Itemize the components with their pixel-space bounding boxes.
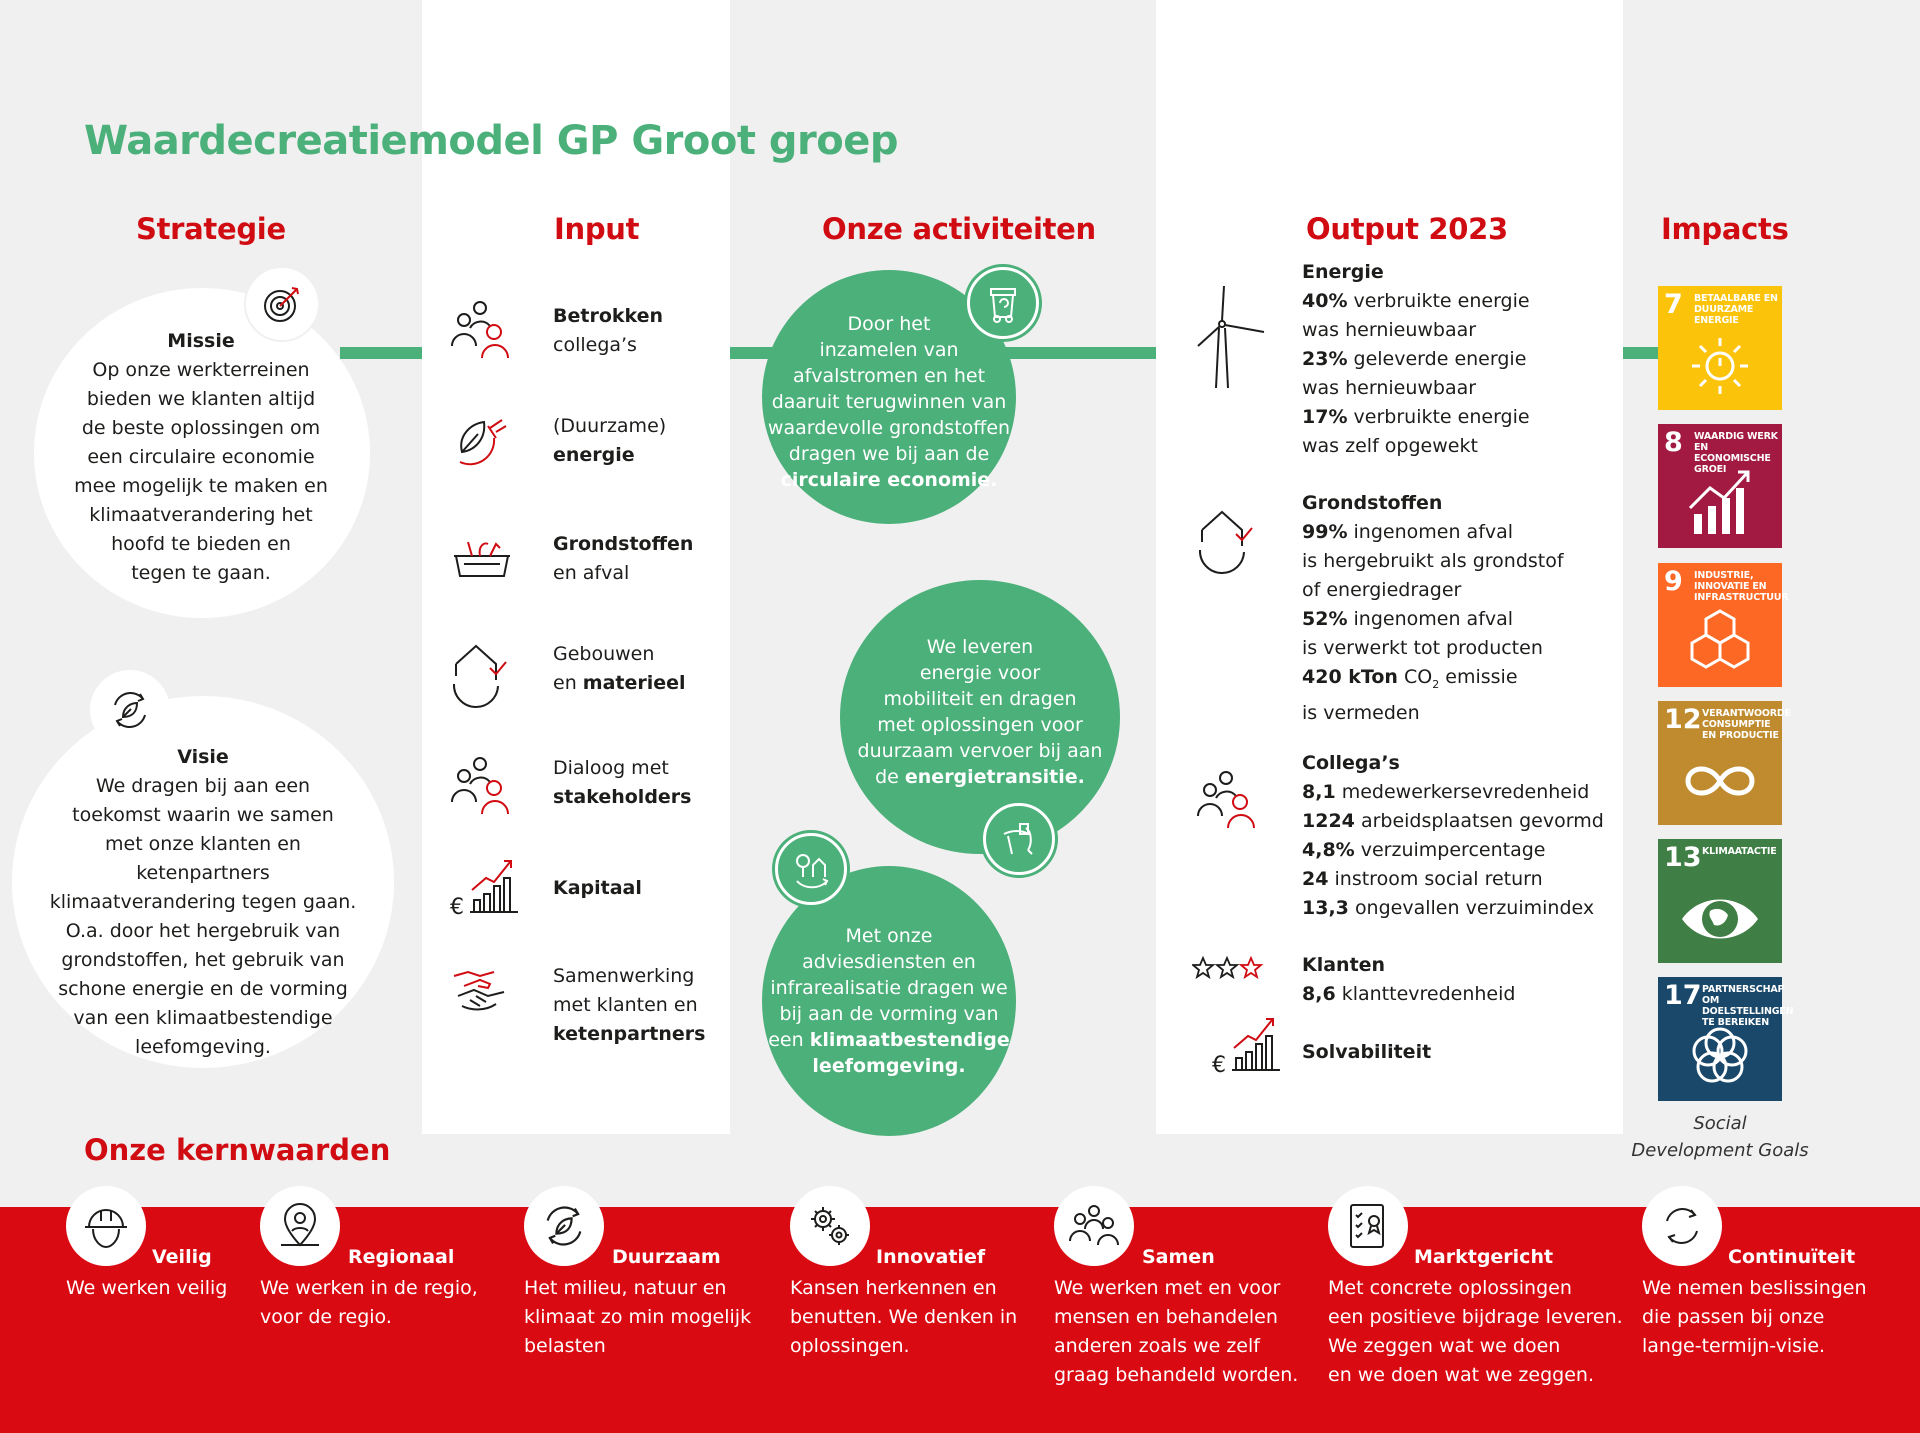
input-text: Dialoog met [553,757,669,779]
cycle-arrows-icon [1642,1186,1722,1266]
description-line: Met concrete oplossingen [1328,1277,1572,1299]
column-heading-strategie: Strategie [136,212,286,246]
output-row [1302,403,1530,432]
output-row [1302,634,1564,663]
input-bold-line [553,874,642,903]
input-text: met klanten en [553,994,698,1016]
activity-bold: leefomgeving. [812,1055,966,1077]
checklist-award-icon [1328,1186,1408,1266]
output-solvabiliteit [1302,1038,1431,1067]
activity-text [768,923,1010,1079]
activity-line: duurzaam vervoer bij aan [857,740,1103,762]
visie-description [40,772,366,1062]
input-text: Samenwerking [553,965,695,987]
activity-line: waardevolle grondstoffen [767,417,1011,439]
input-item-label [553,530,693,588]
description-line: grondstoffen, het gebruik van [61,949,345,971]
output-text: instroom social return [1334,868,1543,890]
sdg-tile-17 [1658,977,1794,1101]
input-bold-text: ketenpartners [553,1023,706,1045]
kernwaarde-description [260,1274,478,1332]
output-row [1302,518,1564,547]
output-rows [1302,287,1530,461]
output-row [1302,807,1604,836]
output-text: verzuimpercentage [1360,839,1546,861]
description-line: lange-termijn-visie. [1642,1335,1826,1357]
input-bold-text: Grondstoffen [553,533,694,555]
eye-globe-icon [1680,883,1760,953]
activity-line: adviesdiensten en [802,951,976,973]
sdg-title: INDUSTRIE, INNOVATIE EN INFRASTRUCTUUR [1694,570,1789,603]
handshake-icon [450,962,514,1026]
output-text: was hernieuwbaar [1302,377,1477,399]
description-line: O.a. door het hergebruik van [65,920,341,942]
kernwaarden-title: Onze kernwaarden [84,1133,391,1167]
activity-line: infrarealisatie dragen we [770,977,1008,999]
missie-label: Missie [167,330,235,352]
output-row [1302,345,1530,374]
activity-line: dragen we bij aan de [788,443,990,465]
input-bold-line [553,302,663,331]
output-value: 17% [1302,406,1348,428]
activity-circle-energie [840,580,1120,854]
description-line: de beste oplossingen om [81,417,321,439]
kernwaarde-description [1642,1274,1867,1361]
input-bold-text: Kapitaal [553,877,642,899]
input-item-label [553,302,663,360]
activity-line: Met onze [845,925,933,947]
description-line: klimaatverandering tegen gaan. [49,891,357,913]
location-pin-icon [260,1186,340,1266]
output-row [1302,576,1564,605]
people-icon [450,298,514,362]
activity-bold: energietransitie. [904,766,1085,788]
output-text: is verwerkt tot producten [1302,637,1543,659]
description-line: Het milieu, natuur en [524,1277,727,1299]
output-grondstoffen [1302,489,1564,728]
output-value: 99% [1302,521,1348,543]
input-item-grondstoffen [450,526,710,616]
description-line: met onze klanten en ketenpartners [105,833,301,884]
sdg-title: BETAALBARE EN DUURZAME ENERGIE [1694,293,1778,326]
sdg-title: KLIMAATACTIE [1702,846,1777,857]
kernwaarde-description [1054,1274,1298,1390]
output-text: of energiedrager [1302,579,1462,601]
input-item-label [553,874,642,903]
input-text: en [553,672,583,694]
input-item-materieel [450,640,710,730]
input-item-ketenpartners [450,962,710,1052]
hardhat-icon [66,1186,146,1266]
activity-line: We leveren [926,636,1034,658]
input-item-label [553,412,666,470]
people-icon [450,754,514,818]
input-item-label [553,962,705,1049]
kernwaarde-name: Regionaal [348,1246,455,1268]
sdg-number: 17 [1664,980,1702,1011]
output-text: geleverde energie [1353,348,1527,370]
tree-house-icon [772,830,850,908]
output-text: verbruikte energie [1353,290,1530,312]
people-icon [1196,768,1260,830]
description-line: We werken in de regio, [260,1277,478,1299]
activity-line-prefix: de [875,766,905,788]
kernwaarde-description [66,1274,227,1303]
description-line: tegen te gaan. [131,562,271,584]
activity-line-prefix: een [768,1029,810,1051]
input-bold-text: materieel [582,672,686,694]
description-line: We zeggen wat we doen [1328,1335,1561,1357]
output-text: verbruikte energie [1353,406,1530,428]
description-line: We werken veilig [66,1277,228,1299]
output-text: was hernieuwbaar [1302,319,1477,341]
input-bold-text: energie [553,444,635,466]
house-check-icon [1196,506,1260,576]
house-check-icon [450,640,514,704]
infinity-icon [1680,745,1760,815]
visie-label: Visie [177,746,229,768]
output-value: 23% [1302,348,1348,370]
description-line: anderen zoals we zelf [1054,1335,1260,1357]
description-line: Kansen herkennen en [790,1277,997,1299]
sdg-number: 7 [1664,289,1683,320]
column-heading-input: Input [554,212,640,246]
description-line: Op onze werkterreinen [92,359,310,381]
sdg-title: VERANTWOORDE CONSUMPTIE EN PRODUCTIE [1702,708,1791,741]
output-text: arbeidsplaatsen gevormd [1360,810,1604,832]
description-line: We nemen beslissingen [1642,1277,1867,1299]
output-heading: Collega’s [1302,752,1400,774]
output-row [1302,836,1604,865]
output-heading: Klanten [1302,954,1386,976]
output-row [1302,287,1530,316]
output-row [1302,547,1564,576]
sdg-caption-line: Social [1693,1113,1747,1134]
missie-text [60,327,342,588]
input-bold-line [553,530,693,559]
fuel-pump-icon [980,800,1058,878]
output-text: medewerkersevredenheid [1341,781,1590,803]
activity-line [768,1053,1010,1079]
description-line: en we doen wat we zeggen. [1328,1364,1594,1386]
output-text: CO [1403,666,1433,688]
column-heading-output: Output 2023 [1306,212,1508,246]
description-line: een positieve bijdrage leveren. [1328,1306,1623,1328]
activity-bold: circulaire economie. [780,469,998,491]
kernwaarde-name: Marktgericht [1414,1246,1554,1268]
activity-line [768,1027,1010,1053]
visie-text [40,743,366,1062]
kernwaarde-name: Samen [1142,1246,1215,1268]
output-rows [1302,980,1515,1009]
sdg-tile-13 [1658,839,1782,963]
sdg-caption [1620,1110,1820,1164]
output-text: emissie [1445,666,1518,688]
description-line: van een klimaatbestendige [73,1007,333,1029]
input-item-kapitaal [450,856,710,946]
output-text: is vermeden [1302,701,1420,724]
description-line: klimaat zo min mogelijk [524,1306,752,1328]
growth-chart-icon [450,856,514,920]
sdg-caption-line: Development Goals [1631,1140,1809,1161]
wind-turbine-icon [1194,284,1266,390]
input-bold-text: Betrokken [553,305,664,327]
description-line: een circulaire economie [87,446,315,468]
output-row [1302,865,1604,894]
description-line: hoofd te bieden en [111,533,291,555]
kernwaarde-name: Veilig [152,1246,212,1268]
input-bold-line [553,1020,705,1049]
output-row [1302,316,1530,345]
description-line: leefomgeving. [135,1036,271,1058]
output-heading: Grondstoffen [1302,492,1443,514]
output-row [1302,980,1515,1009]
output-row [1302,894,1604,923]
sun-power-icon [1680,330,1760,400]
activity-line: Door het [847,313,931,335]
co2-subscript: 2 [1432,677,1440,691]
description-line: graag behandeld worden. [1054,1364,1299,1386]
kernwaarde-name: Continuïteit [1728,1246,1856,1268]
activity-line: afvalstromen en het [792,365,986,387]
output-heading: Solvabiliteit [1302,1041,1432,1063]
description-line: klimaatverandering het [89,504,313,526]
output-rows [1302,518,1564,663]
output-rows [1302,778,1604,923]
input-bold-line [553,669,686,698]
kernwaarde-name: Innovatief [876,1246,986,1268]
output-value: 8,6 [1302,983,1336,1005]
output-row [1302,374,1530,403]
input-bold-line [553,783,691,812]
input-bold-text: stakeholders [553,786,692,808]
description-line: mee mogelijk te maken en [74,475,328,497]
input-item-betrokken [450,298,710,388]
input-text: (Duurzame) [553,415,667,437]
column-heading-impacts: Impacts [1661,212,1789,246]
output-row [1302,778,1604,807]
missie-description [60,356,342,588]
input-bold-line [553,441,666,470]
output-text: ingenomen afval [1353,608,1514,630]
input-item-label [553,640,686,698]
sdg-title: WAARDIG WERK EN ECONOMISCHE GROEI [1694,431,1778,475]
description-line: oplossingen. [790,1335,910,1357]
description-line: belasten [524,1335,606,1357]
activity-bold: klimaatbestendige [809,1029,1010,1051]
activity-text [768,311,1010,493]
co2-row [1302,663,1564,699]
description-line: We werken met en voor [1054,1277,1281,1299]
activity-line: met oplossingen voor [877,714,1083,736]
connector-band [1623,347,1658,359]
output-text: was zelf opgewekt [1302,435,1478,457]
output-text: ongevallen verzuimindex [1354,897,1595,919]
kernwaarde-description [1328,1274,1623,1390]
column-heading-activiteiten: Onze activiteiten [822,212,1096,246]
kernwaarde-description [524,1274,751,1361]
sdg-tile-7 [1658,286,1782,410]
activity-line: inzamelen van [819,339,959,361]
activity-line [768,467,1010,493]
output-heading: Energie [1302,261,1384,283]
input-item-label [553,754,691,812]
input-text: collega’s [553,334,637,356]
leaf-plug-icon [450,412,514,476]
description-line: bieden we klanten altijd [86,388,316,410]
sdg-number: 9 [1664,566,1683,597]
output-value: 52% [1302,608,1348,630]
flower-rings-icon [1680,1021,1760,1091]
activity-line: bij aan de vorming van [779,1003,999,1025]
output-energie [1302,258,1530,461]
output-value: 24 [1302,868,1329,890]
input-item-energie [450,412,710,502]
description-line: schone energie en de vorming [58,978,348,1000]
output-value: 4,8% [1302,839,1355,861]
svg-text:€: € [1212,1053,1226,1074]
input-text: Gebouwen [553,643,655,665]
description-line: toekomst waarin we samen [72,804,334,826]
sdg-tile-9 [1658,563,1789,687]
recycle-leaf-icon [90,670,170,750]
gears-icon [790,1186,870,1266]
output-row [1302,605,1564,634]
output-text: ingenomen afval [1353,521,1514,543]
activity-line: energie voor [919,662,1041,684]
waste-bin-icon [964,264,1042,342]
output-text: is hergebruikt als grondstof [1302,550,1564,572]
growth-chart-icon [1212,1014,1282,1074]
kernwaarde-description [790,1274,1017,1361]
description-line: benutten. We denken in [790,1306,1018,1328]
svg-text:€: € [450,895,464,916]
output-value: 40% [1302,290,1348,312]
output-value: 1224 [1302,810,1355,832]
activity-line: daaruit terugwinnen van [771,391,1007,413]
connector-band [340,347,422,359]
output-klanten [1302,951,1515,1009]
description-line: We dragen bij aan een [95,775,311,797]
description-line: die passen bij onze [1642,1306,1825,1328]
input-text: en afval [553,562,630,584]
page-title: Waardecreatiemodel GP Groot groep [84,118,898,164]
sdg-tile-8 [1658,424,1782,548]
output-collegas [1302,749,1604,923]
activity-line [858,764,1103,790]
sdg-title: PARTNERSCHAP OM DOELSTELLINGEN TE BEREIKEN [1702,984,1794,1028]
activity-line: mobiliteit en dragen [883,688,1077,710]
description-line: mensen en behandelen [1054,1306,1278,1328]
sdg-number: 12 [1664,704,1702,735]
activity-text [858,634,1103,790]
three-stars-icon [1192,956,1264,980]
sdg-number: 13 [1664,842,1702,873]
bar-growth-icon [1680,468,1760,538]
basket-icon [450,526,514,590]
output-text: klanttevredenheid [1341,983,1516,1005]
cubes-icon [1680,607,1760,677]
output-row [1302,432,1530,461]
kernwaarde-name: Duurzaam [612,1246,721,1268]
sdg-tile-12 [1658,701,1791,825]
group-icon [1054,1186,1134,1266]
output-value: 8,1 [1302,781,1336,803]
output-value: 420 kTon [1302,666,1398,688]
sdg-number: 8 [1664,427,1683,458]
description-line: voor de regio. [260,1306,392,1328]
recycle-leaf-icon [524,1186,604,1266]
input-item-stakeholders [450,754,710,844]
output-value: 13,3 [1302,897,1349,919]
